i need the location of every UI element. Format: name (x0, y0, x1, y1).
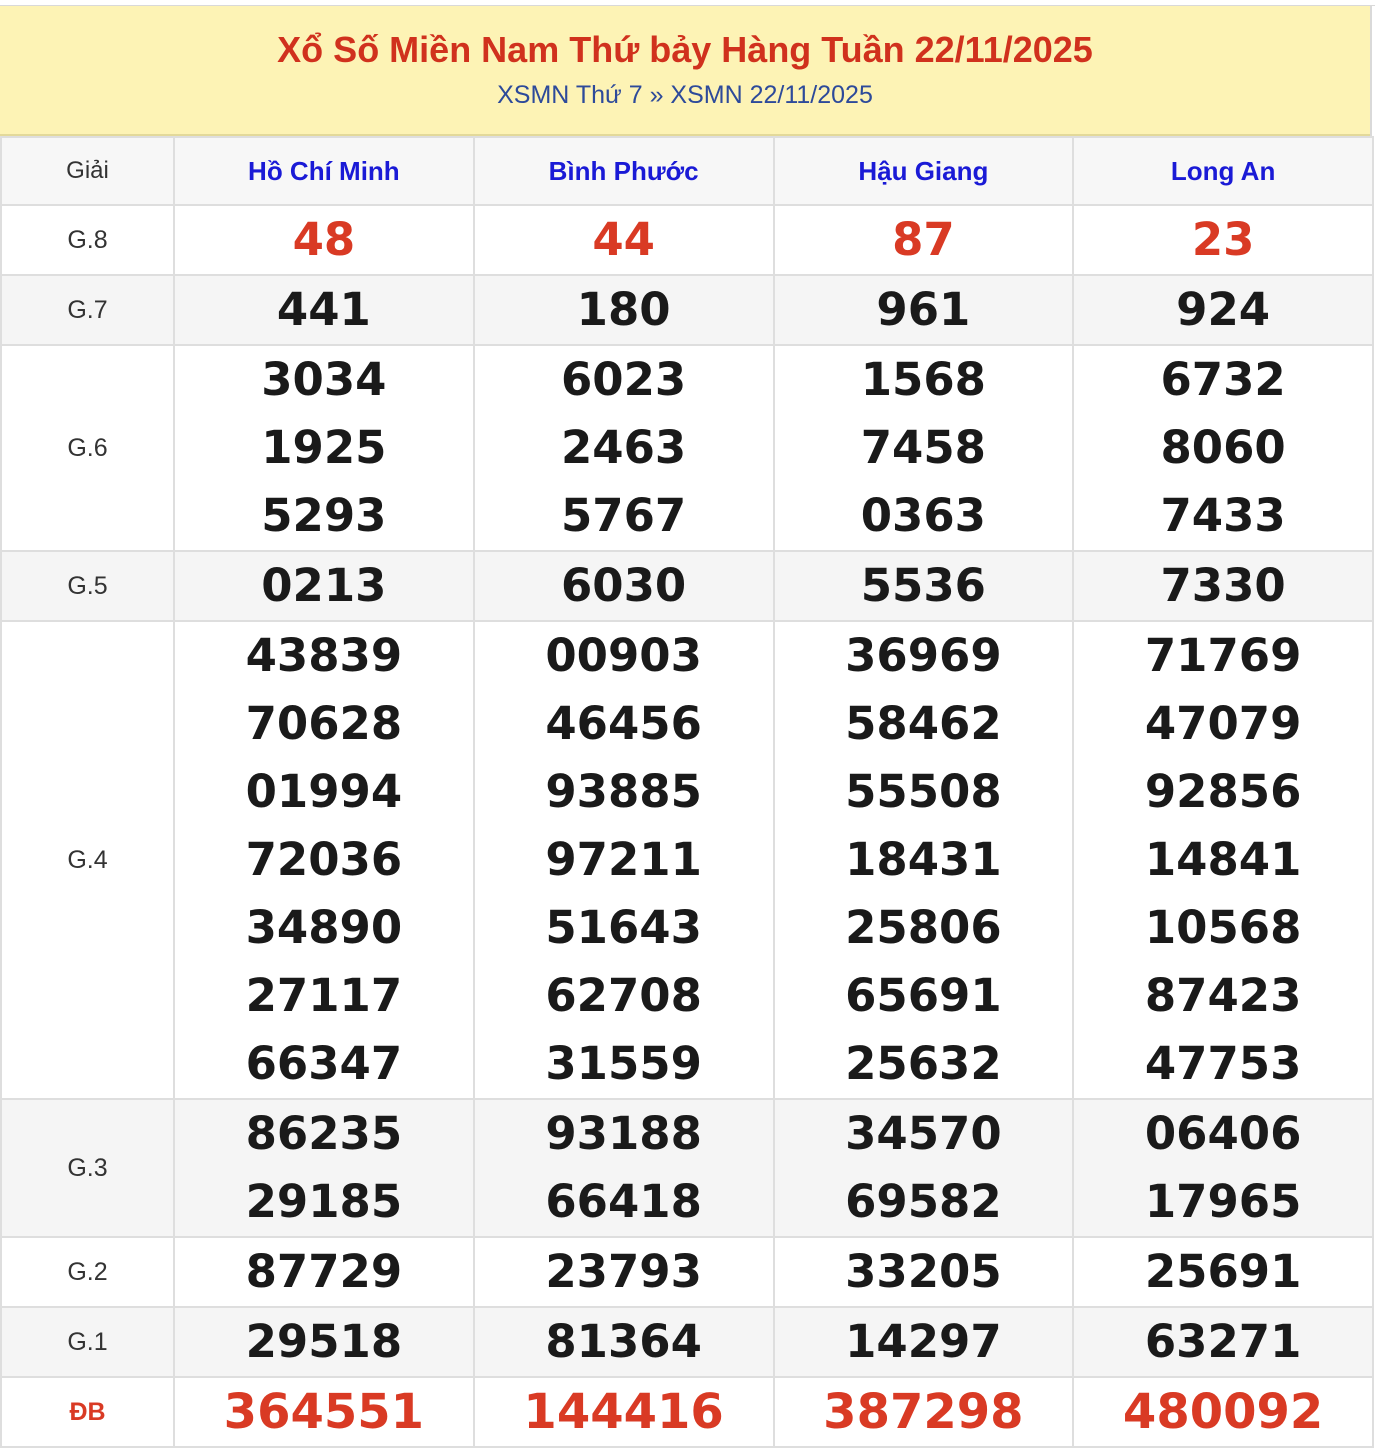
lottery-number: 7458 (860, 421, 986, 474)
lottery-number: 364551 (223, 1384, 425, 1440)
lottery-number: 97211 (545, 833, 702, 886)
lottery-number: 63271 (1144, 1315, 1302, 1368)
prize-cell (1073, 1377, 1373, 1447)
prize-cell (474, 345, 774, 551)
table-row (1, 1099, 1373, 1237)
lottery-number: 25806 (845, 901, 1002, 954)
prize-cell (1073, 621, 1373, 1099)
lottery-number: 55508 (845, 765, 1002, 818)
lottery-number: 46456 (545, 697, 702, 750)
lottery-number: 7433 (1160, 489, 1286, 542)
lottery-number: 961 (876, 283, 971, 336)
table-row (1, 1377, 1373, 1447)
prize-cell (474, 621, 774, 1099)
lottery-number: 6023 (561, 353, 687, 406)
province-header-long-an[interactable]: Long An (1073, 137, 1373, 205)
prize-cell (1073, 345, 1373, 551)
prize-cell (1073, 1307, 1373, 1377)
breadcrumb-separator: » (649, 81, 664, 109)
lottery-number: 33205 (845, 1245, 1002, 1298)
prize-cell (474, 1377, 774, 1447)
lottery-number: 36969 (845, 629, 1002, 682)
lottery-number: 43839 (245, 629, 403, 682)
lottery-number: 62708 (545, 969, 702, 1022)
lottery-number: 0363 (860, 489, 986, 542)
table-row (1, 551, 1373, 621)
table-row (1, 345, 1373, 551)
lottery-number: 25691 (1144, 1245, 1302, 1298)
lottery-number: 93885 (545, 765, 702, 818)
lottery-number: 6030 (561, 559, 687, 612)
prize-cell (174, 1307, 474, 1377)
province-header-hau-giang[interactable]: Hậu Giang (774, 137, 1074, 205)
lottery-number: 5536 (860, 559, 986, 612)
prize-cell (1073, 1099, 1373, 1237)
lottery-number: 8060 (1160, 421, 1286, 474)
lottery-number: 34890 (245, 901, 403, 954)
lottery-number: 14841 (1144, 833, 1302, 886)
table-row (1, 275, 1373, 345)
prize-cell (1073, 275, 1373, 345)
lottery-number: 5767 (561, 489, 687, 542)
prize-label: G.5 (1, 551, 174, 621)
page-title: Xổ Số Miền Nam Thứ bảy Hàng Tuần 22/11/2025 (277, 29, 1093, 70)
lottery-number: 23 (1191, 213, 1255, 266)
prize-label: ĐB (1, 1377, 174, 1447)
lottery-number: 86235 (245, 1107, 403, 1160)
lottery-number: 87 (892, 213, 955, 266)
breadcrumb (0, 80, 1370, 110)
lottery-number: 71769 (1144, 629, 1302, 682)
prize-cell (1073, 205, 1373, 275)
results-table (0, 136, 1374, 1448)
lottery-number: 87423 (1144, 969, 1302, 1022)
lottery-number: 23793 (545, 1245, 702, 1298)
prize-cell (174, 1377, 474, 1447)
lottery-number: 48 (292, 213, 356, 266)
prize-label: G.8 (1, 205, 174, 275)
prize-cell (474, 1307, 774, 1377)
lottery-number: 180 (576, 283, 671, 336)
lottery-number: 65691 (845, 969, 1002, 1022)
lottery-number: 29518 (245, 1315, 403, 1368)
lottery-number: 47079 (1144, 697, 1302, 750)
breadcrumb-date-link[interactable]: XSMN 22/11/2025 (670, 81, 873, 109)
prize-label: G.2 (1, 1237, 174, 1307)
lottery-number: 92856 (1144, 765, 1302, 818)
prize-cell (474, 1237, 774, 1307)
results-body (1, 205, 1373, 1447)
table-row (1, 205, 1373, 275)
results-panel (0, 6, 1372, 1443)
prize-cell (774, 345, 1074, 551)
lottery-number: 27117 (245, 969, 403, 1022)
lottery-number: 34570 (845, 1107, 1002, 1160)
prize-cell (1073, 1237, 1373, 1307)
lottery-number: 3034 (261, 353, 387, 406)
lottery-number: 47753 (1144, 1037, 1302, 1090)
lottery-number: 31559 (545, 1037, 702, 1090)
lottery-number: 441 (276, 283, 371, 336)
prize-cell (474, 1099, 774, 1237)
lottery-number: 29185 (245, 1175, 403, 1228)
lottery-number: 93188 (545, 1107, 702, 1160)
prize-cell (774, 621, 1074, 1099)
lottery-number: 0213 (261, 559, 387, 612)
province-header-ho-chi-minh[interactable]: Hồ Chí Minh (174, 137, 474, 205)
lottery-number: 81364 (545, 1315, 702, 1368)
prize-cell (174, 551, 474, 621)
lottery-number: 06406 (1144, 1107, 1302, 1160)
province-header-binh-phuoc[interactable]: Bình Phước (474, 137, 774, 205)
prize-cell (774, 1237, 1074, 1307)
prize-cell (474, 275, 774, 345)
prize-cell (174, 205, 474, 275)
lottery-number: 44 (592, 213, 655, 266)
lottery-number: 87729 (245, 1245, 403, 1298)
lottery-number: 7330 (1160, 559, 1286, 612)
lottery-number: 10568 (1144, 901, 1302, 954)
lottery-number: 01994 (245, 765, 403, 818)
lottery-number: 924 (1176, 283, 1271, 336)
prize-cell (174, 1099, 474, 1237)
lottery-number: 2463 (561, 421, 687, 474)
lottery-number: 1568 (860, 353, 986, 406)
lottery-number: 70628 (245, 697, 403, 750)
prize-cell (174, 621, 474, 1099)
prize-cell (474, 551, 774, 621)
lottery-number: 5293 (261, 489, 387, 542)
prize-label: G.7 (1, 275, 174, 345)
table-header-row (1, 137, 1373, 205)
lottery-number: 72036 (245, 833, 403, 886)
lottery-number: 1925 (261, 421, 387, 474)
lottery-number: 480092 (1122, 1384, 1324, 1440)
lottery-number: 00903 (545, 629, 702, 682)
prize-cell (774, 551, 1074, 621)
prize-cell (774, 1307, 1074, 1377)
prize-cell (174, 1237, 474, 1307)
prize-cell (774, 275, 1074, 345)
lottery-number: 66347 (245, 1037, 403, 1090)
prize-cell (774, 205, 1074, 275)
prize-cell (174, 275, 474, 345)
prize-cell (774, 1377, 1074, 1447)
lottery-number: 69582 (845, 1175, 1002, 1228)
lottery-number: 17965 (1144, 1175, 1302, 1228)
breadcrumb-weekday-link[interactable]: XSMN Thứ 7 (497, 81, 643, 109)
lottery-number: 66418 (545, 1175, 702, 1228)
prize-label: G.4 (1, 621, 174, 1099)
prize-cell (174, 345, 474, 551)
lottery-number: 58462 (845, 697, 1002, 750)
table-row (1, 621, 1373, 1099)
table-row (1, 1307, 1373, 1377)
lottery-number: 25632 (845, 1037, 1002, 1090)
lottery-number: 51643 (545, 901, 702, 954)
lottery-number: 18431 (845, 833, 1002, 886)
prize-cell (1073, 551, 1373, 621)
prize-column-header: Giải (1, 137, 174, 205)
prize-label: G.3 (1, 1099, 174, 1237)
prize-label: G.1 (1, 1307, 174, 1377)
prize-cell (474, 205, 774, 275)
lottery-number: 144416 (523, 1384, 724, 1440)
lottery-number: 387298 (823, 1384, 1024, 1440)
table-row (1, 1237, 1373, 1307)
lottery-number: 6732 (1160, 353, 1286, 406)
lottery-number: 14297 (845, 1315, 1002, 1368)
prize-label: G.6 (1, 345, 174, 551)
results-header (0, 6, 1370, 136)
prize-cell (774, 1099, 1074, 1237)
